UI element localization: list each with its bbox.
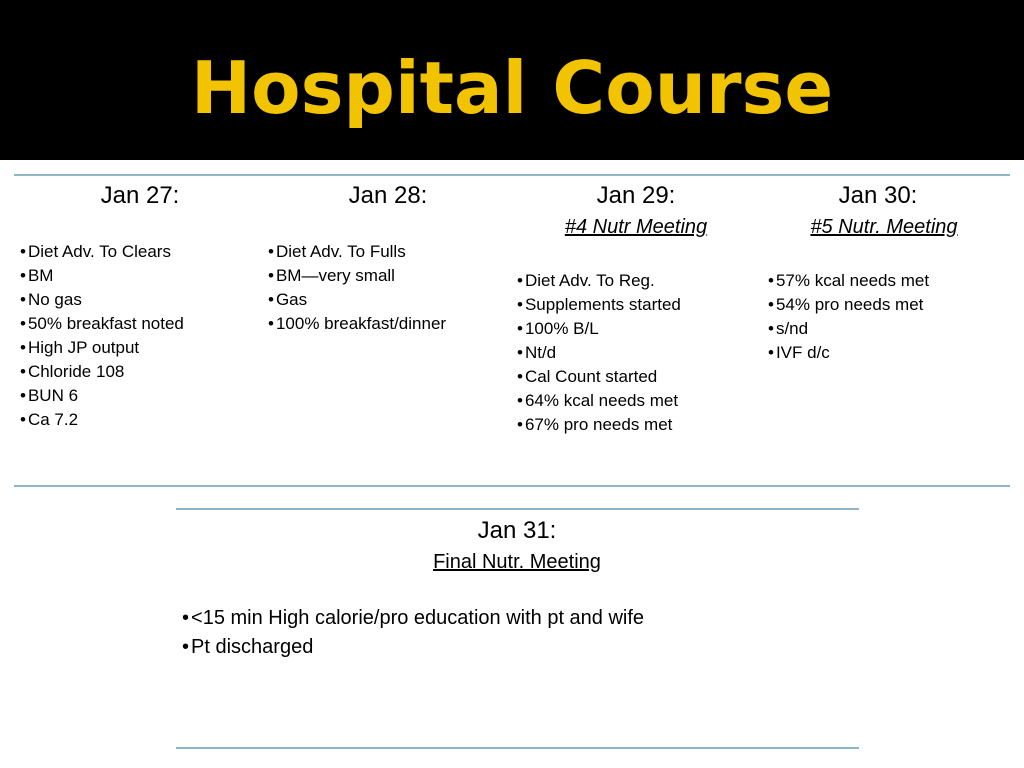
list-item: • Pt discharged [182, 633, 644, 662]
list-item: • 64% kcal needs met [517, 389, 681, 413]
list-item: • Nt/d [517, 341, 681, 365]
list-item: • Cal Count started [517, 365, 681, 389]
list-item: • No gas [20, 288, 184, 312]
list-item: • 54% pro needs met [768, 293, 929, 317]
list-item: • Chloride 108 [20, 360, 184, 384]
list-item: • BM—very small [268, 264, 446, 288]
day-items-jan28 [268, 240, 446, 336]
slide-title: Hospital Course [190, 46, 834, 130]
day-date-jan28: Jan 28: [348, 182, 428, 209]
list-item: • Ca 7.2 [20, 408, 184, 432]
day-subtitle-jan29: #4 Nutr Meeting [564, 216, 708, 238]
list-item: • <15 min High calorie/pro education with pt and wife [182, 604, 644, 633]
list-item: • Diet Adv. To Clears [20, 240, 184, 264]
list-item: • Supplements started [517, 293, 681, 317]
final-bottom-rule [176, 747, 859, 749]
final-top-rule [176, 508, 859, 510]
list-item: • Diet Adv. To Fulls [268, 240, 446, 264]
list-item: • Gas [268, 288, 446, 312]
list-item: • BUN 6 [20, 384, 184, 408]
final-items [182, 604, 644, 662]
top-rule [14, 174, 1010, 176]
list-item: • 67% pro needs met [517, 413, 681, 437]
day-date-jan29: Jan 29: [596, 182, 676, 209]
list-item: • 57% kcal needs met [768, 269, 929, 293]
day-date-jan30: Jan 30: [838, 182, 918, 209]
list-item: • High JP output [20, 336, 184, 360]
final-subtitle: Final Nutr. Meeting [433, 551, 601, 573]
list-item: • 100% B/L [517, 317, 681, 341]
day-items-jan30 [768, 269, 929, 365]
list-item: • IVF d/c [768, 341, 929, 365]
middle-rule [14, 485, 1010, 487]
list-item: • BM [20, 264, 184, 288]
day-subtitle-jan30: #5 Nutr. Meeting [810, 216, 958, 238]
list-item: • 100% breakfast/dinner [268, 312, 446, 336]
day-items-jan27 [20, 240, 184, 432]
day-date-jan27: Jan 27: [100, 182, 180, 209]
list-item: • s/nd [768, 317, 929, 341]
list-item: • 50% breakfast noted [20, 312, 184, 336]
list-item: • Diet Adv. To Reg. [517, 269, 681, 293]
final-date: Jan 31: [477, 517, 557, 544]
day-items-jan29 [517, 269, 681, 437]
